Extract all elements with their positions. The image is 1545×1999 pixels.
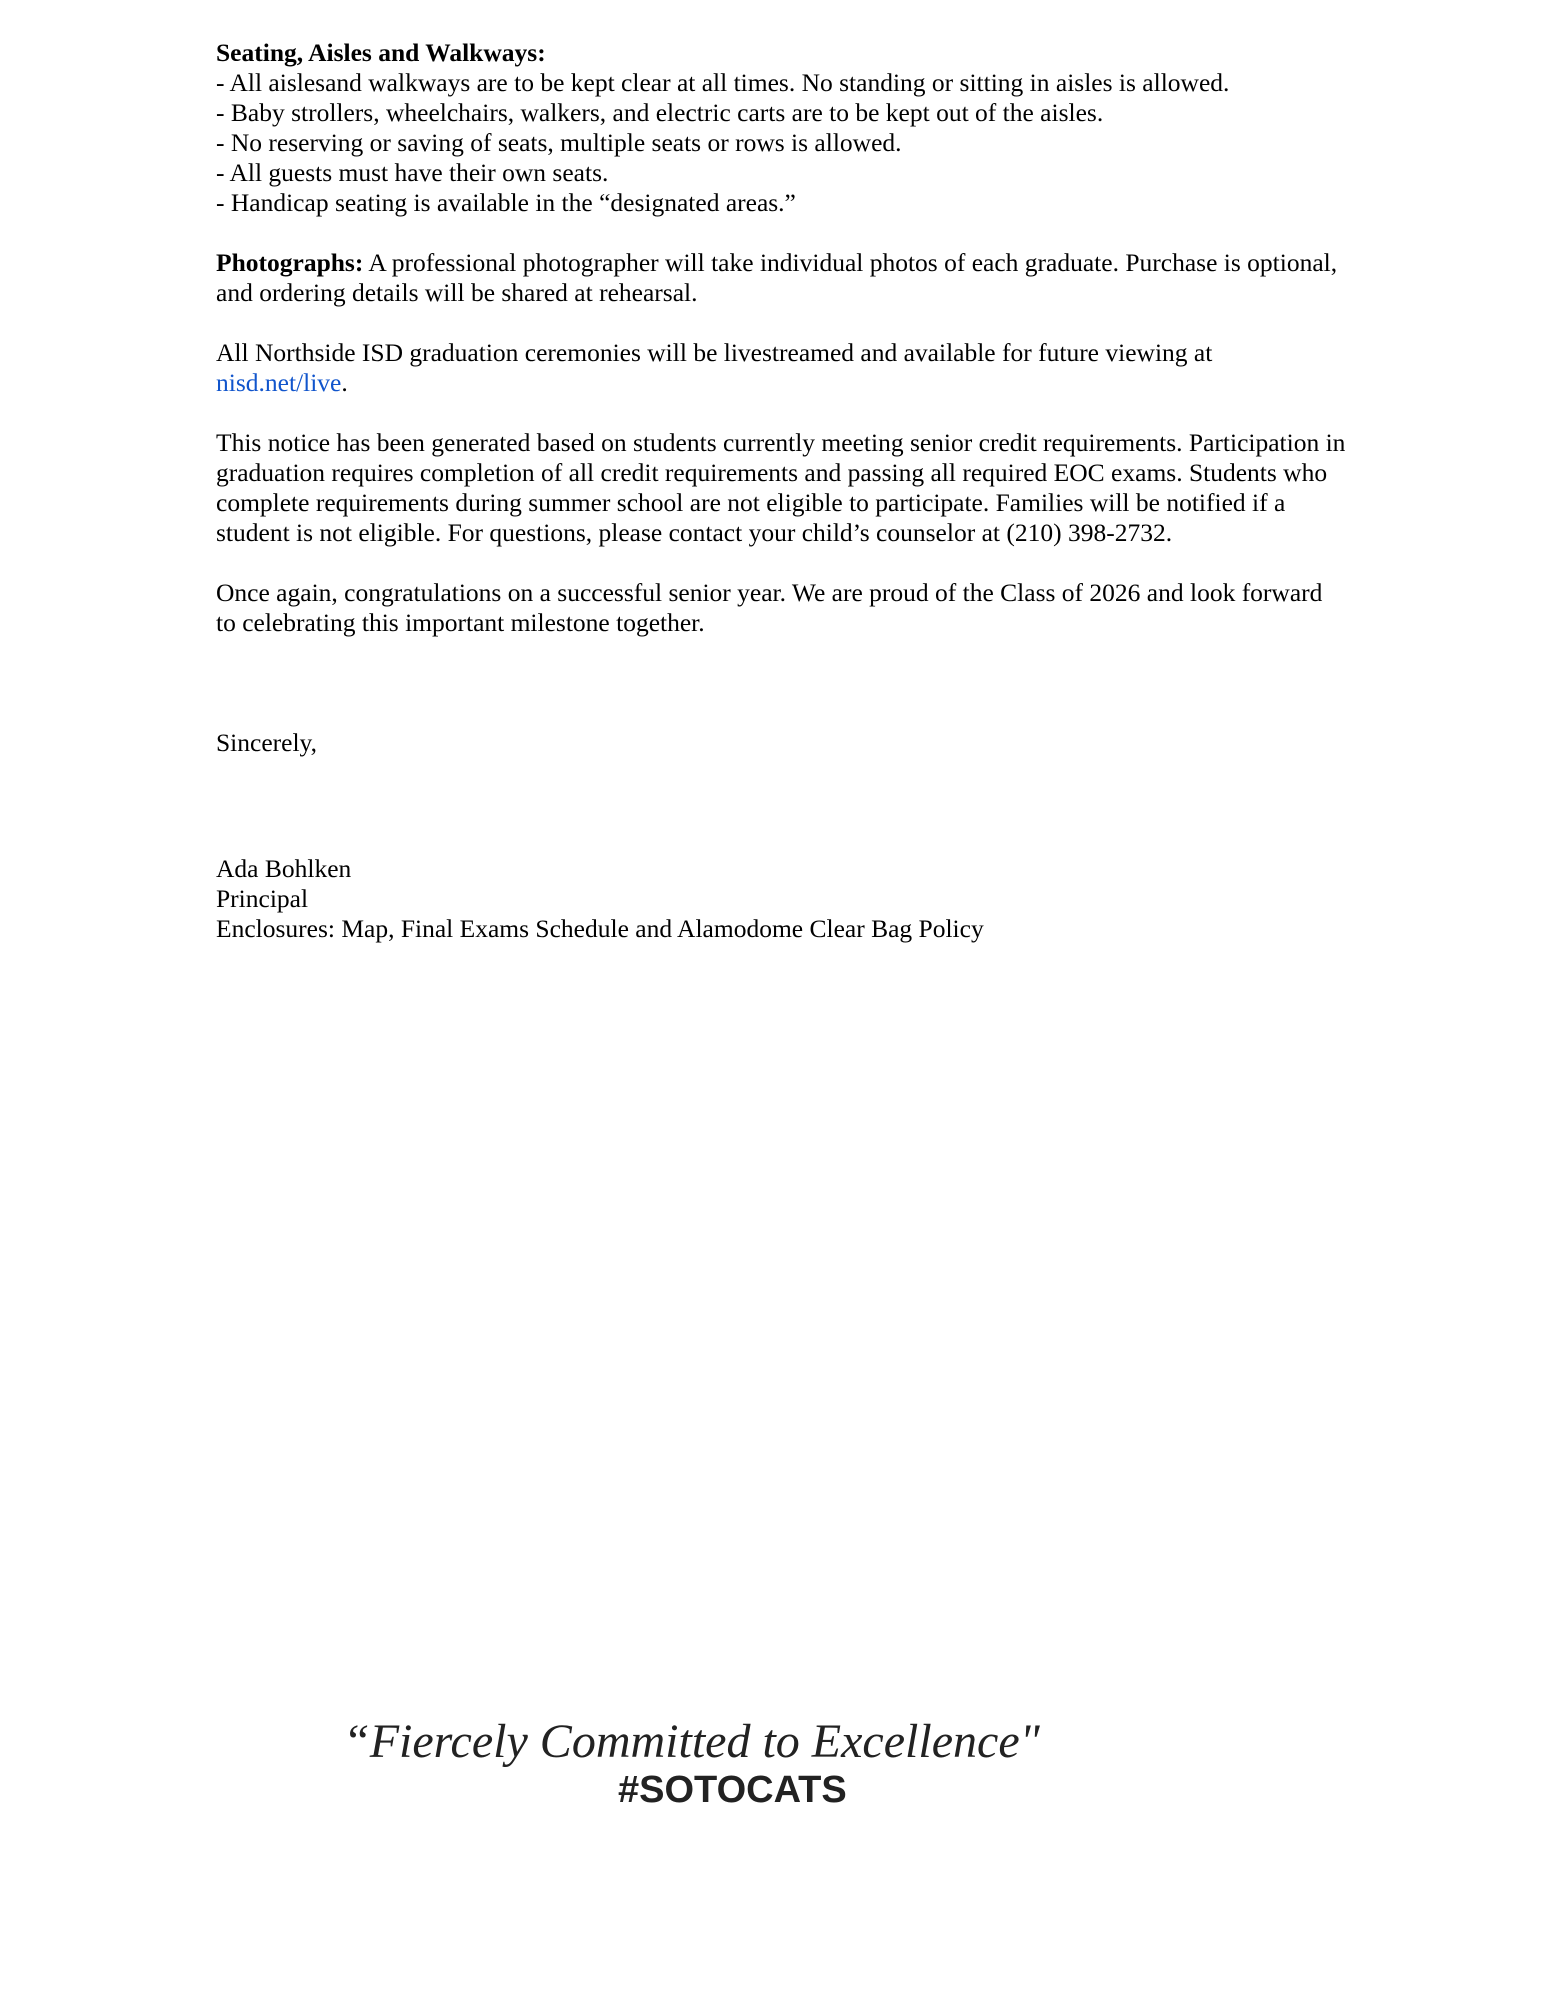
signature-block <box>216 854 1346 944</box>
school-motto: “Fiercely Committed to Excellence" <box>343 1715 1040 1768</box>
photographs-paragraph <box>216 248 1346 308</box>
seating-heading: Seating, Aisles and Walkways: <box>216 38 546 67</box>
signer-name: Ada Bohlken <box>216 854 352 883</box>
seating-item: - No reserving or saving of seats, multiple seats or rows is allowed. <box>216 128 902 157</box>
livestream-paragraph <box>216 338 1346 398</box>
salutation: Sincerely, <box>216 728 318 757</box>
signer-title: Principal <box>216 884 309 913</box>
seating-item: - All aislesand walkways are to be kept clear at all times. No standing or sitting in aisles is allowed. <box>216 68 1230 97</box>
seating-item: - Baby strollers, wheelchairs, walkers, and electric carts are to be kept out of the aisles. <box>216 98 1104 127</box>
enclosures-line: Enclosures: Map, Final Exams Schedule and Alamodome Clear Bag Policy <box>216 914 984 943</box>
photographs-text: A professional photographer will take individual photos of each graduate. Purchase is optional, and ordering details will be shared at rehearsal. <box>216 248 1338 307</box>
livestream-text: All Northside ISD graduation ceremonies will be livestreamed and available for future viewing at <box>216 338 1213 367</box>
eligibility-notice-paragraph: This notice has been generated based on students currently meeting senior credit requirements. Participation in graduation requires completion of all credit requirements and passing all required EOC exams. Students who complete requirements during summer school are not eligible to participate. Families will be notified if a student is not eligible. For questions, please contact your child’s counselor at (210) 398-2732. <box>216 428 1346 547</box>
school-hashtag: #SOTOCATS <box>618 1769 847 1811</box>
seating-item: - All guests must have their own seats. <box>216 158 609 187</box>
photographs-label: Photographs: <box>216 248 364 277</box>
letter-body <box>216 38 1346 944</box>
seating-section <box>216 38 1346 218</box>
seating-item: - Handicap seating is available in the “designated areas.” <box>216 188 796 217</box>
livestream-suffix: . <box>341 368 348 397</box>
livestream-link[interactable]: nisd.net/live <box>216 368 342 397</box>
closing-paragraph: Once again, congratulations on a successful senior year. We are proud of the Class of 2026 and look forward to celebrating this important milestone together. <box>216 578 1323 637</box>
